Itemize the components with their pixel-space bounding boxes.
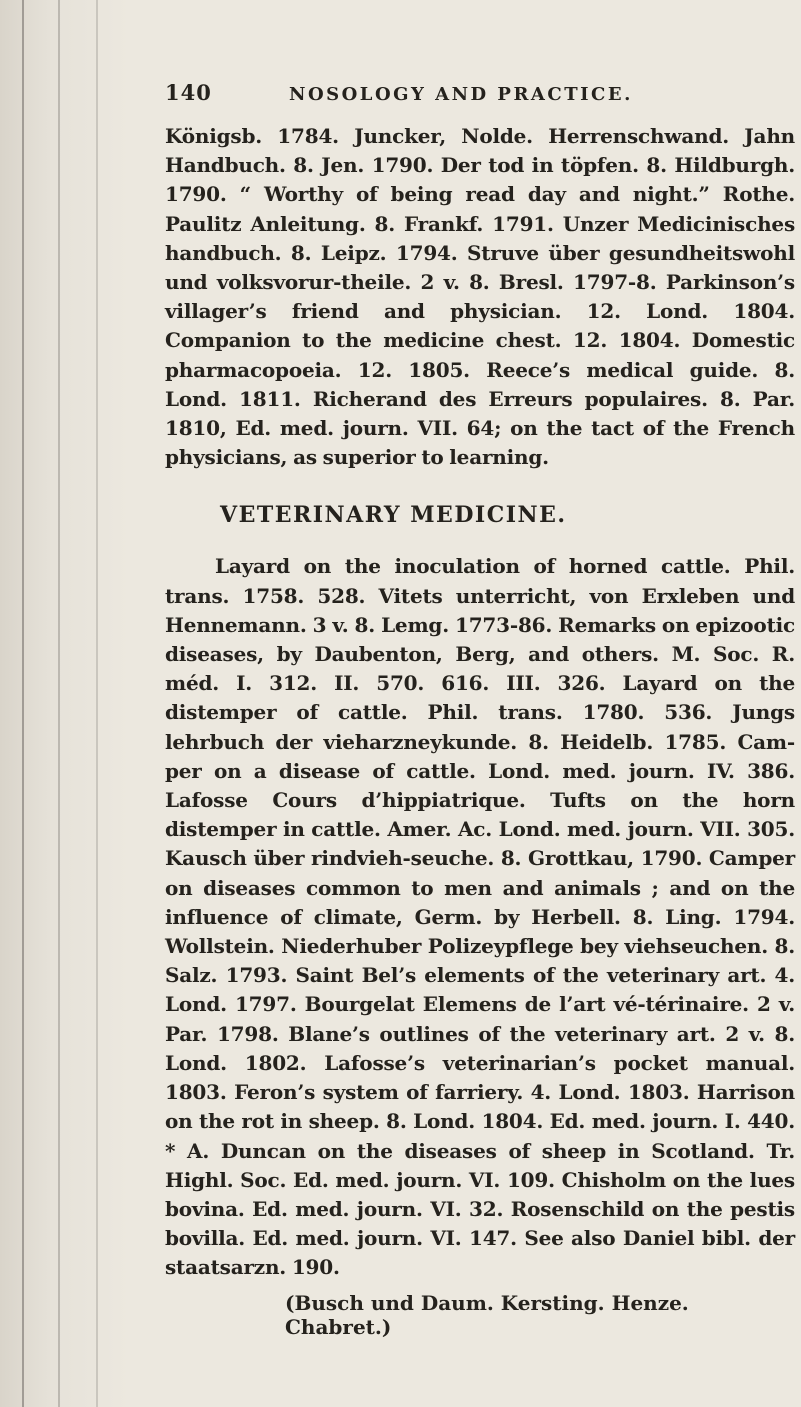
page-edge-line: [58, 0, 60, 1407]
page-content: [165, 80, 795, 1339]
running-title: NOSOLOGY AND PRACTICE.: [289, 84, 633, 105]
running-head: [165, 80, 795, 120]
page-edge-shadow: [0, 0, 130, 1407]
paragraph-bibliography: Königsb. 1784. Juncker, Nolde. Herrenschwand. Jahn Handbuch. 8. Jen. 1790. Der tod in töpfen. 8. Hildburgh. 1790. “ Worthy of being read day and night.” Rothe. Paulitz Anleitung. 8. Frankf. 1791. Unzer Medicinisches handbuch. 8. Leipz. 1794. Struve über gesundheitswohl und volksvorur-theile. 2 v. 8. Bresl. 1797-8. Parkinson’s villager’s friend and physician. 12. Lond. 1804. Companion to the medicine chest. 12. 1804. Domestic pharmacopoeia. 12. 1805. Reece’s medical guide. 8. Lond. 1811. Richerand des Erreurs populaires. 8. Par. 1810, Ed. med. journ. VII. 64; on the tact of the French physicians, as superior to learning.: [165, 124, 795, 470]
page-number: 140: [165, 80, 212, 105]
closing-line: (Busch und Daum. Kersting. Henze. Chabret.): [285, 1290, 689, 1339]
paragraph-veterinary: Layard on the inoculation of horned cattle. Phil. trans. 1758. 528. Vitets unterricht, von Erxleben und Hennemann. 3 v. 8. Lemg. 1773-86. Remarks on epizootic diseases, by Daubenton, Berg, and others. M. Soc. R. méd. I. 312. II. 570. 616. III. 326. Layard on the distemper of cattle. Phil. trans. 1780. 536. Jungs lehrbuch der vieharzneykunde. 8. Heidelb. 1785. Cam-per on a disease of cattle. Lond. med. journ. IV. 386. Lafosse Cours d’hippiatrique. Tufts on the horn distemper in cattle. Amer. Ac. Lond. med. journ. VII. 305. Kausch über rindvieh-seuche. 8. Grottkau, 1790. Camper on diseases common to men and animals ; and on the influence of climate, Germ. by Herbell. 8. Ling. 1794. Wollstein. Niederhuber Polizeypflege bey viehseuchen. 8. Salz. 1793. Saint Bel’s elements of the veterinary art. 4. Lond. 1797. Bourgelat Elemens de l’art vé-térinaire. 2 v. Par. 1798. Blane’s outlines of the veterinary art. 2 v. 8. Lond. 1802. Lafosse’s veterinarian’s pocket manual. 1803. Feron’s system of farriery. 4. Lond. 1803. Harrison on the rot in sheep. 8. Lond. 1804. Ed. med. journ. I. 440. * A. Duncan on the diseases of sheep in Scotland. Tr. Highl. Soc. Ed. med. journ. VI. 109. Chisholm on the lues bovina. Ed. med. journ. VI. 32. Rosenschild on the pestis bovilla. Ed. med. journ. VI. 147. See also Daniel bibl. der staatsarzn. 190.: [165, 554, 795, 1280]
page-edge-line: [22, 0, 24, 1407]
section-heading: VETERINARY MEDICINE.: [220, 502, 567, 529]
page-edge-line: [96, 0, 98, 1407]
